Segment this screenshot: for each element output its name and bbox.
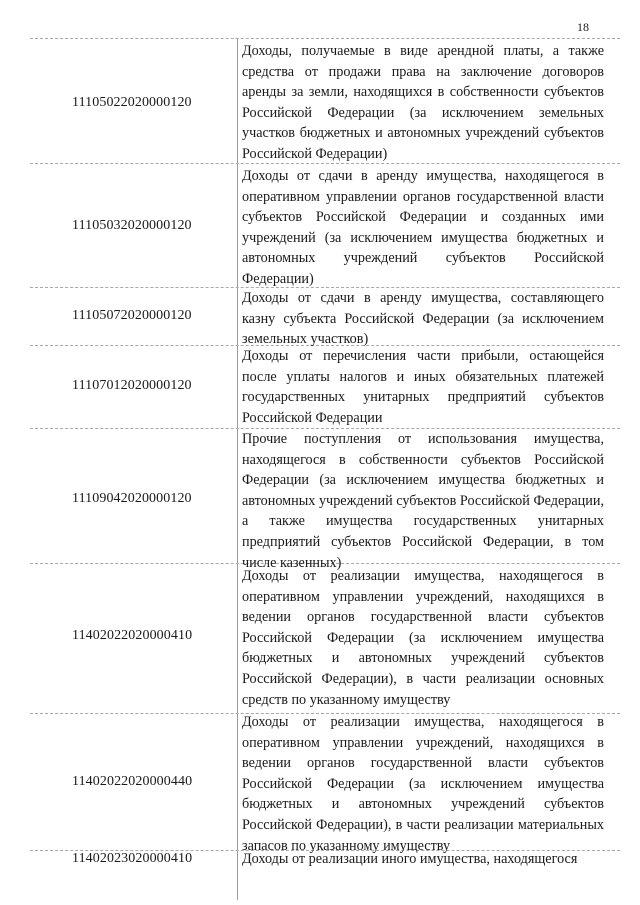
income-code: 11105032020000120 [72,218,192,233]
income-code: 11105072020000120 [72,308,192,323]
income-code: 11105022020000120 [72,95,192,110]
income-code: 11402022020000410 [72,628,193,643]
income-description: Доходы от реализации иного имущества, находящегося [242,851,578,867]
income-description: Доходы, получаемые в виде арендной платы, а также средства от продажи права на заключение договоров аренды за земли, находящихся в собственности субъектов Российской Федерации (за исключением земельных участков бюджетных и автономных учреждений субъектов Российской Федерации) [242,43,604,162]
page-number: 18 [577,20,589,34]
income-code: 11402022020000440 [72,774,193,789]
income-description: Доходы от сдачи в аренду имущества, составляющего казну субъекта Российской Федерации (за исключением земельных участков) [242,290,604,348]
income-description: Доходы от сдачи в аренду имущества, находящегося в оперативном управлении органов государственной власти субъектов Российской Федерации и созданных ими учреждений (за исключением имущества бюджетных и автономных учреждений субъектов Российской Федерации) [242,168,604,287]
row-separator [30,38,620,39]
income-description: Доходы от реализации имущества, находящегося в оперативном управлении учреждений, находящихся в ведении органов государственной власти субъектов Российской Федерации (за исключением имущества бюджетных и автономных учреждений субъектов Российской Федерации), в части реализации основных средств по указанному имуществу [242,568,604,708]
income-description: Прочие поступления от использования имущества, находящегося в собственности субъектов Российской Федерации (за исключением имущества бюджетных и автономных учреждений субъектов Российской Федерации, а также имущества государственных унитарных предприятий субъектов Российской Федерации, в том числе казенных) [242,431,604,571]
income-description: Доходы от перечисления части прибыли, остающейся после уплаты налогов и иных обязательных платежей государственных унитарных предприятий субъектов Российской Федерации [242,348,604,426]
column-divider [237,38,238,900]
income-description: Доходы от реализации имущества, находящегося в оперативном управлении учреждений, находящихся в ведении органов государственной власти субъектов Российской Федерации (за исключением имущества бюджетных и автономных учреждений субъектов Российской Федерации), в части реализации материальных запасов по указанному имуществу [242,714,604,854]
income-code: 11107012020000120 [72,378,192,393]
income-code: 11109042020000120 [72,491,192,506]
income-code: 11402023020000410 [72,851,193,866]
